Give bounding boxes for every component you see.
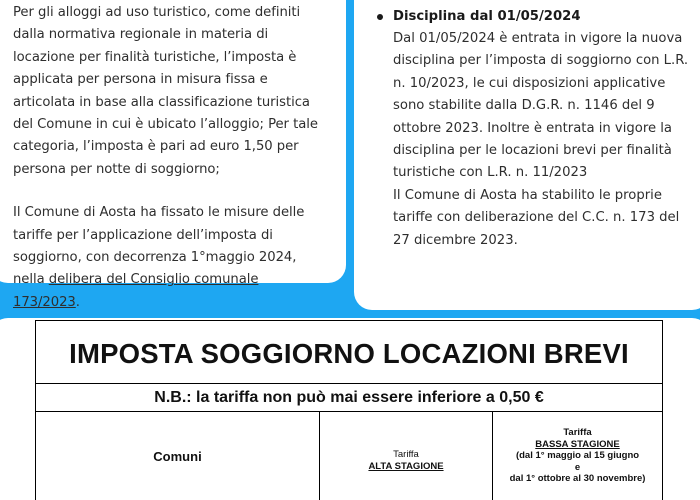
bassa-period-line-2: e [574, 461, 581, 473]
left-info-card [0, 0, 346, 310]
right-info-card [354, 0, 700, 310]
delibera-link[interactable]: delibera del Consiglio comunale 173/2023 [13, 272, 259, 310]
header-bassa-stagione [493, 412, 662, 500]
discipline-heading: Disciplina dal 01/05/2024 [369, 6, 700, 28]
header-alta-stagione [320, 412, 493, 500]
table-header-row [36, 412, 662, 500]
comuni-label: Comuni [153, 449, 202, 464]
alta-tariffa-label: Tariffa [393, 449, 419, 460]
header-comuni [36, 412, 320, 500]
bassa-period-line-1: (dal 1° maggio al 15 giugno [515, 450, 640, 461]
left-paragraph-1: Per gli alloggi ad uso turistico, come definiti dalla normativa regionale in materia di locazione per finalità turistiche, l’imposta è applicata per persona in misura fissa e articolata in base alla classificazione turistica del Comune in cui è ubicato l’alloggio; Per tale categoria, l’imposta è pari ad euro 1,50 per persona per notte di soggiorno; [13, 5, 318, 177]
bassa-period-line-3: dal 1° ottobre al 30 novembre) [509, 473, 646, 484]
left-paragraph-2-end: . [75, 294, 80, 310]
tariff-table [35, 320, 663, 500]
bassa-tariffa-label: Tariffa [563, 427, 592, 438]
table-title: IMPOSTA SOGGIORNO LOCAZIONI BREVI [36, 321, 662, 384]
right-paragraph-2: Il Comune di Aosta ha stabilito le proprie tariffe con deliberazione del C.C. n. 173 del 27 dicembre 2023. [393, 187, 680, 248]
left-paragraph-2-text: Il Comune di Aosta ha fissato le misure delle tariffe per l’applicazione dell’imposta di soggiorno, con decorrenza 1°maggio 2024, nella [13, 205, 305, 288]
table-note: N.B.: la tariffa non può mai essere inferiore a 0,50 € [36, 384, 662, 412]
alta-stagione-label: ALTA STAGIONE [368, 460, 444, 472]
bassa-stagione-label: BASSA STAGIONE [535, 438, 620, 450]
left-paragraph-2 [13, 202, 328, 314]
right-paragraph-1: Dal 01/05/2024 è entrata in vigore la nuova disciplina per l’imposta di soggiorno con L.R. n. 10/2023, le cui disposizioni applicative sono stabilite dalla D.G.R. n. 1146 del 9 ottobre 2023. Inoltre è entrata in vigore la disciplina per le locazioni brevi per finalità turistiche con L.R. n. 11/2023 [393, 31, 689, 181]
